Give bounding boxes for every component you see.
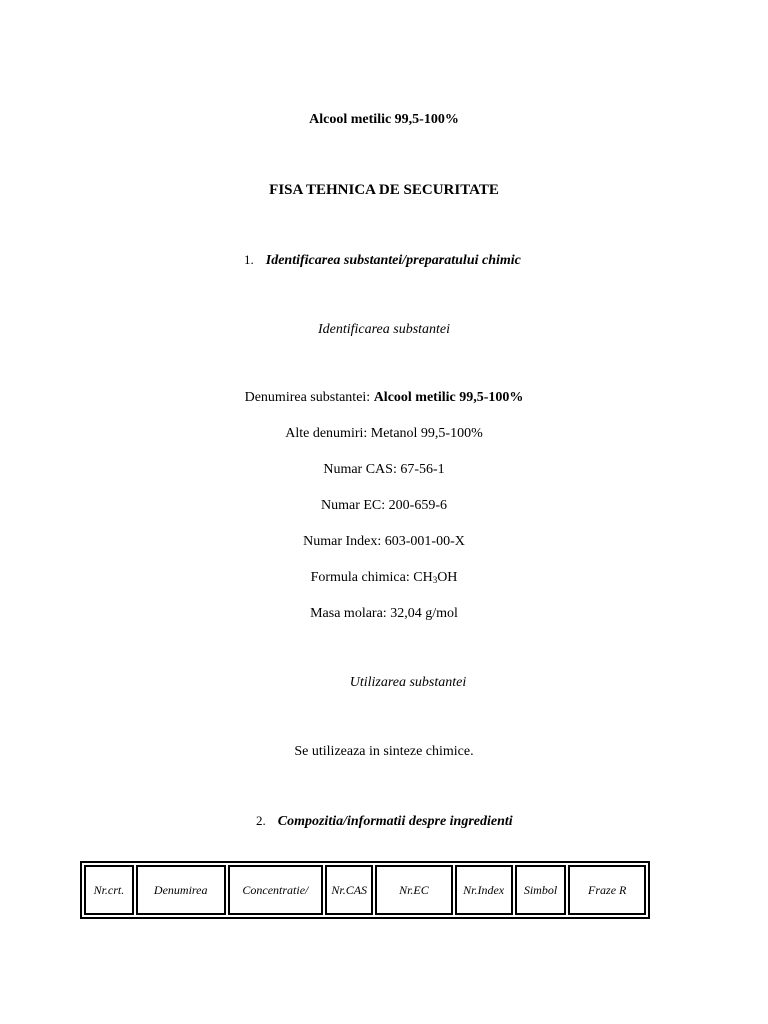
ec-number: Numar EC: 200-659-6 (321, 498, 447, 513)
substance-name-label: Denumirea substantei: (244, 390, 371, 405)
table-header-cell: Simbol (515, 865, 567, 915)
formula-label: Formula chimica: (310, 570, 410, 585)
section-2-number: 2. (256, 813, 266, 828)
formula-part-1: CH (413, 570, 433, 585)
section-1-title: Identificarea substantei/preparatului chimic (265, 253, 521, 268)
table-header-cell: Fraze R (568, 865, 646, 915)
formula-subscript: 3 (432, 575, 438, 585)
section-2-title: Compozitia/informatii despre ingredienti (277, 814, 513, 829)
section-1-heading (244, 251, 521, 270)
other-names: Alte denumiri: Metanol 99,5-100% (285, 426, 483, 441)
table-header-cell: Nr.Index (455, 865, 513, 915)
composition-table (80, 861, 650, 919)
substance-name-value: Alcool metilic 99,5-100% (373, 390, 524, 405)
substance-name-line (0, 389, 768, 407)
index-number: Numar Index: 603-001-00-X (303, 534, 465, 549)
usage-text: Se utilizeaza in sinteze chimice. (294, 744, 474, 759)
formula-part-2: OH (437, 570, 458, 585)
table-header-row (84, 865, 646, 915)
table-header-cell: Denumirea (136, 865, 226, 915)
table-header-cell: Concentratie/ (228, 865, 324, 915)
identification-subheading: Identificarea substantei (317, 322, 451, 337)
document-title: Alcool metilic 99,5-100% (309, 112, 459, 127)
chemical-formula (0, 569, 768, 587)
table-header-cell: Nr.crt. (84, 865, 134, 915)
formula-value (413, 570, 457, 585)
document-subtitle: FISA TEHNICA DE SECURITATE (269, 182, 499, 198)
molar-mass: Masa molara: 32,04 g/mol (310, 606, 458, 621)
section-1-number: 1. (244, 252, 254, 267)
table-header-cell: Nr.CAS (325, 865, 373, 915)
section-2-heading (256, 812, 513, 831)
cas-number: Numar CAS: 67-56-1 (323, 462, 445, 477)
usage-subheading: Utilizarea substantei (349, 675, 467, 690)
table-header-cell: Nr.EC (375, 865, 453, 915)
